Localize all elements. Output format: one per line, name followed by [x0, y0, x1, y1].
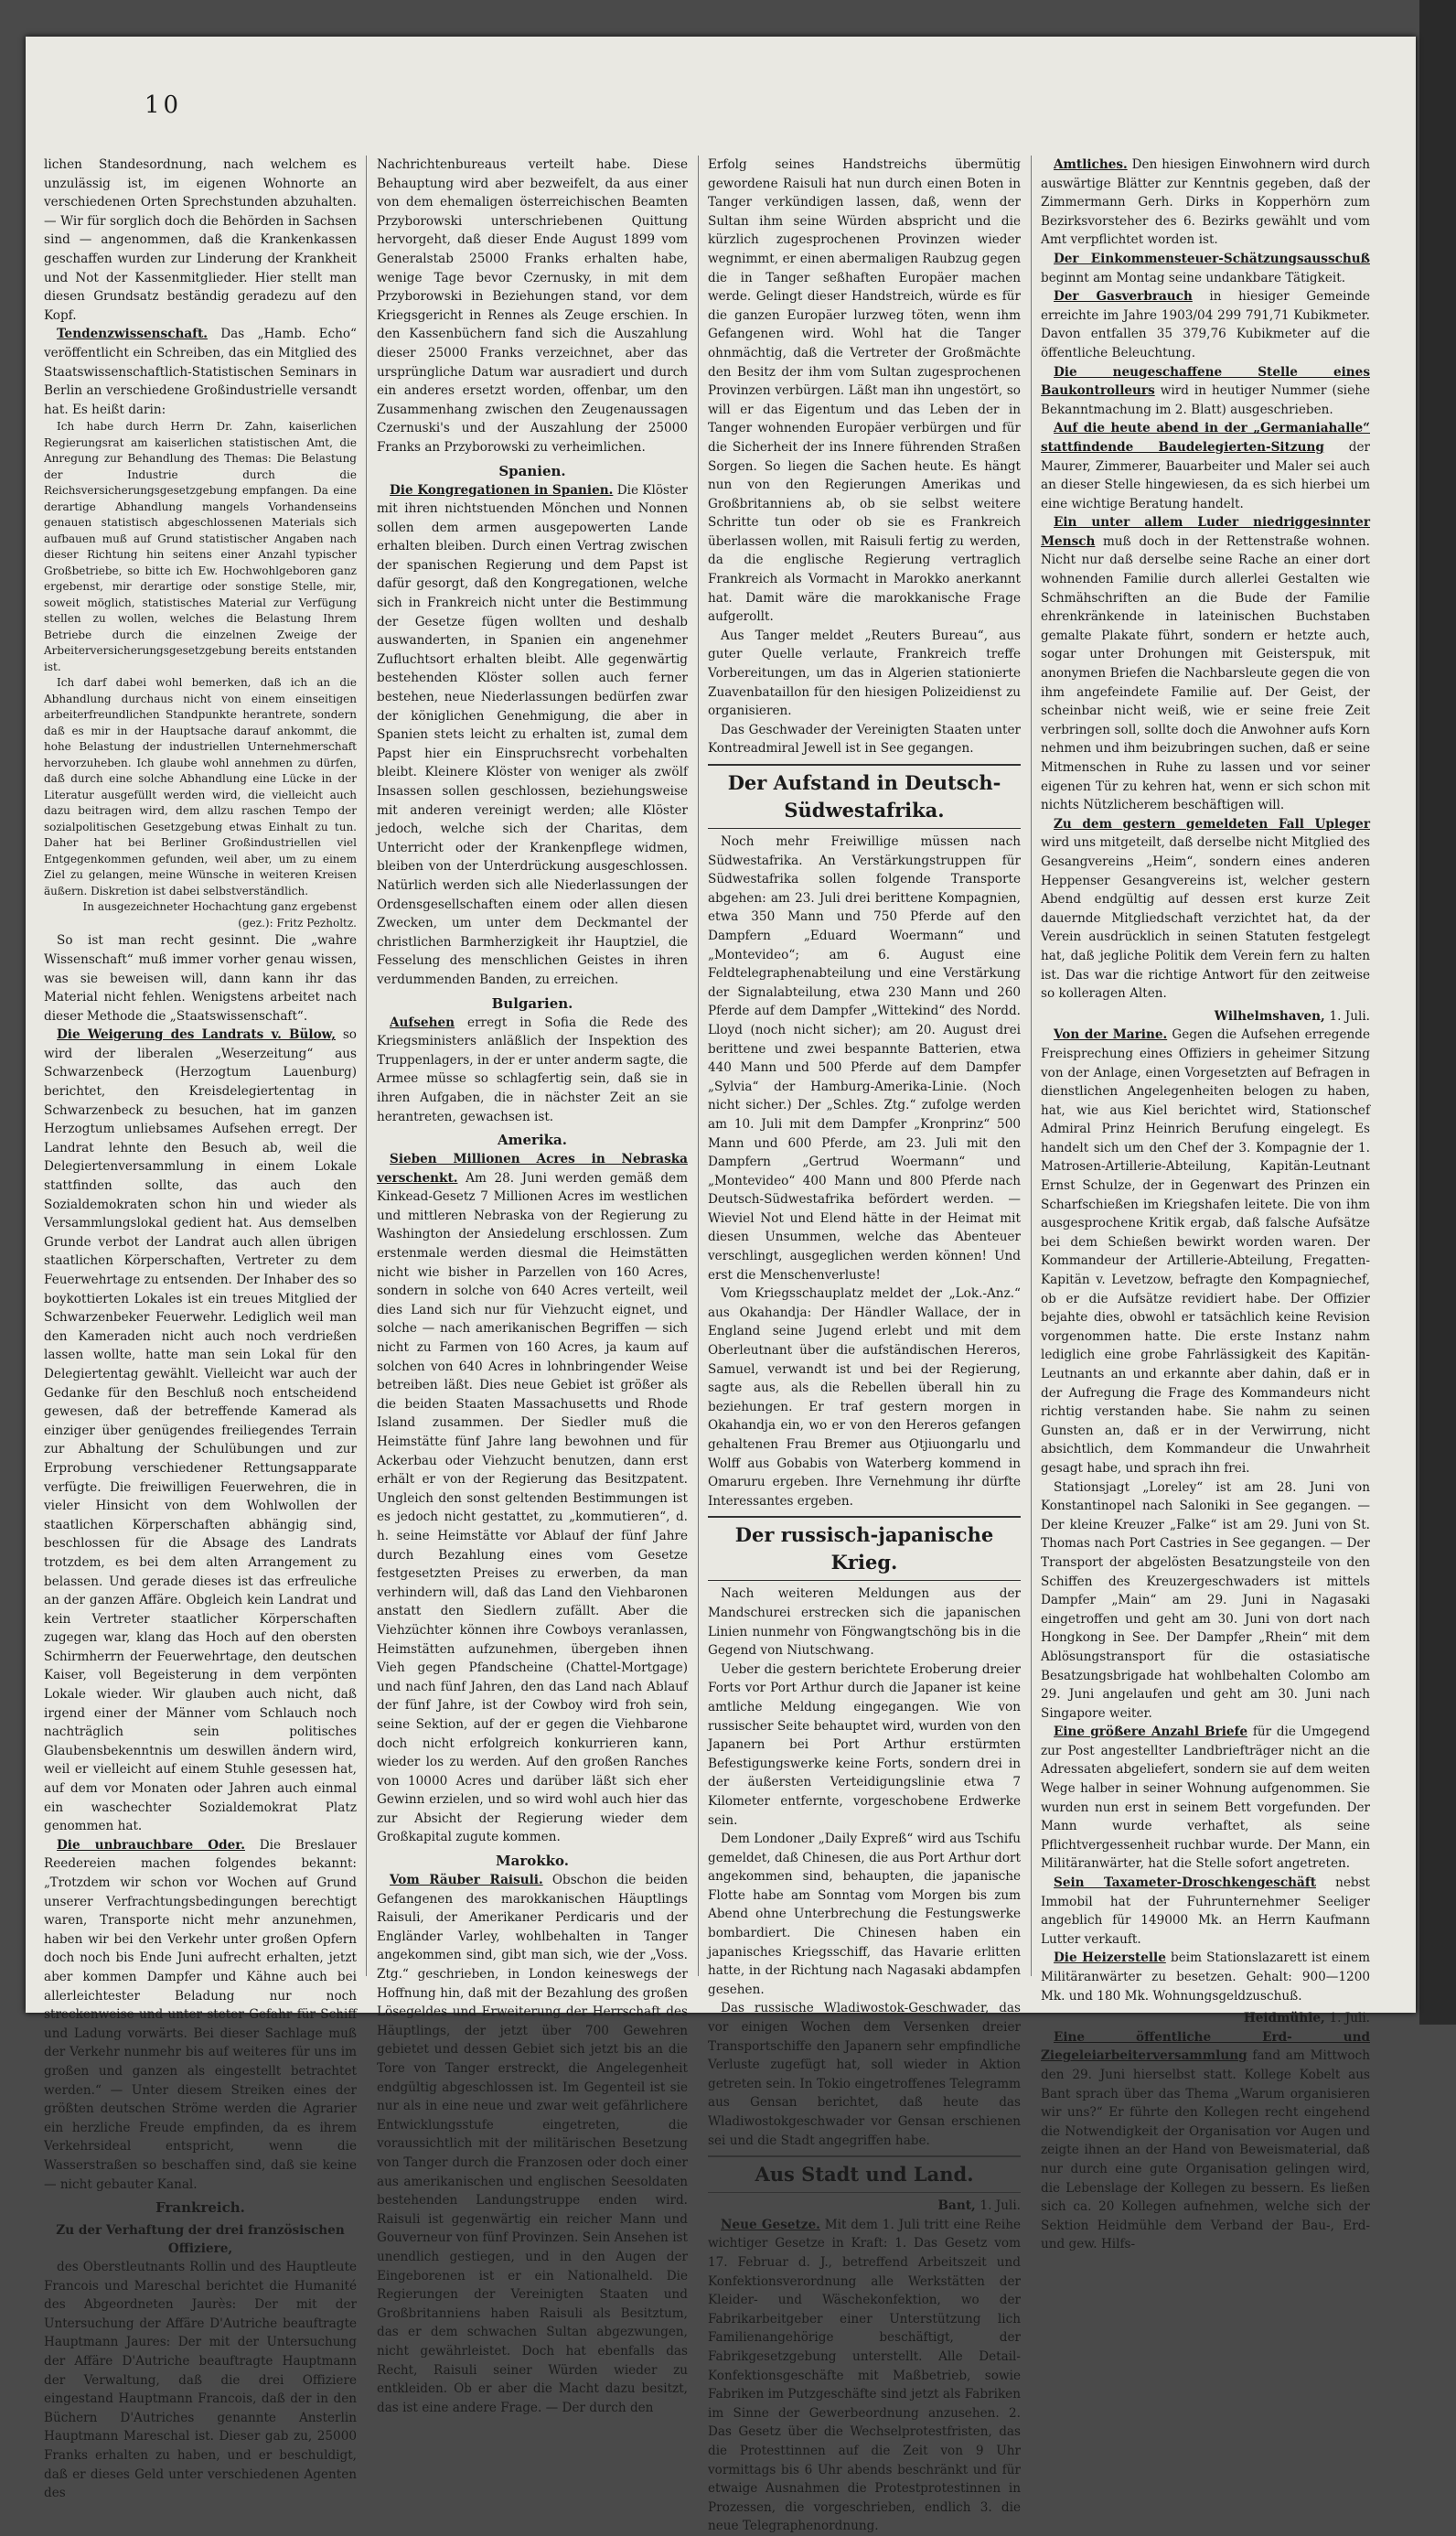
dateline-date: 1. Juli.	[1329, 1008, 1370, 1024]
dateline-date: 1. Juli.	[1329, 2011, 1370, 2026]
article-keyword: Eine größere Anzahl Briefe	[1054, 1725, 1248, 1740]
section-heading: Marokko.	[496, 1853, 569, 1870]
article-text: wird in heutiger Nummer (siehe Bekanntmachung im 2. Blatt) ausgeschrieben.	[1041, 383, 1370, 417]
article-keyword: Der Gasverbrauch	[1054, 289, 1193, 305]
article-paragraph	[1041, 1949, 1370, 2005]
letter-closing: In ausgezeichneter Hochachtung ganz ergebenst	[82, 900, 357, 914]
article-paragraph	[44, 1026, 357, 1836]
article-text: Obschon die beiden Gefangenen des marokkanischen Häuptlings Raisuli, der Amerikaner Perdicaris und der Engländer Varley, wohlbehalten in Tanger angekommen sind, gibt man sich, wie der „Voss. Ztg.“ geschrieben, in London keineswegs der Hoffnung hin, daß mit der Bezahlung des großen Lösegeldes und Erweiterung der Herrschaft des Häuptlings, der jetzt über 700 Gewehren gebietet und dessen Gebiet sich jetzt bis an die Tore von Tanger erstreckt, die Angelegenheit endgültig abgeschlossen ist. Im Gegenteil ist sie nur als in eine neue und zwar weit gefährlichere Entwicklungsstufe eingetreten, die voraussichtlich mit der militärischen Besetzung von Tanger durch die Franzosen oder doch einer aus amerikanischen und englischen Seesoldaten bestehenden Landungstruppe enden wird. Raisuli ist gegenwärtig ein reicher Mann und Gouverneur von fünf Provinzen. Sein Ansehen ist unendlich gestiegen, und in den Augen der Eingeborenen ist er ein Nationalheld. Die Regierungen der Vereinigten Staaten und Großbritanniens haben Raisuli als Besitztum, das er dem schwachen Sultan abgezwungen, nicht gewährleistet. Doch hat ebenfalls das Recht, Raisuli seiner Würden wieder zu entkleiden. Ob er aber die Macht dazu besitzt, das ist eine andere Frage. — Der durch den	[377, 1873, 688, 2415]
article-text: Die Breslauer Reedereien machen folgendes bekannt: „Trotzdem wir schon vor Wochen auf Grund unserer Verfrachtungsbedingungen berechtigt waren, Transporte nicht mehr anzunehmen, haben wir bei den Verkehr unter großen Opfern doch noch bis Ende Juni aufrecht erhalten, jetzt aber kommen Dampfer und Kähne auch bei allerleichtester Beladung nur noch streckenweise und unter steter Gefahr für Schiff und Ladung vorwärts. Bei dieser Sachlage muß der Verkehr nunmehr bis auf weiteres für uns im großen und ganzen als eingestellt betrachtet werden.“ — Unter diesem Streiken eines der größten deutschen Ströme werden die Agrarier ein herzliche Freude empfinden, da es ihrem Verkehrsideal entspricht, wenn die Wasserstraßen so beschaffen sind, daß sie keine — nicht gebauter Kanal.	[44, 1837, 357, 2192]
article-keyword: Vom Räuber Raisuli.	[390, 1873, 543, 1888]
dateline-date: 1. Juli.	[980, 2198, 1021, 2214]
column-4	[1041, 156, 1371, 2252]
column-rule	[698, 156, 699, 1976]
article-paragraph	[1041, 156, 1370, 250]
article-paragraph: Erfolg seines Handstreichs übermütig gewordene Raisuli hat nun durch einen Boten in Tanger verkündigen lassen, daß, wenn der Sultan ihm seine Würden abspricht und die kürzlich zugesprochenen Provinzen wieder wegnimmt, er einen abermaligen Raubzug gegen die in Tanger seßhaften Europäer machen werde. Gelingt dieser Handstreich, würde es für die ganzen Europäer lurzweg töten, wenn ihm Gefangenen wird. Wohl hat die Tanger ohnmächtig, daß die Vertreter der Großmächte den Besitz der ihm vom Sultan zugesprochenen Provinzen verbürgen. Läßt man ihn ungestört, so will er das Eigentum und das Leben der in Tanger wohnenden Europäer verbürgen und für die Sicherheit der ins Innere führenden Straßen Sorgen. So liegen die Sachen heute. Es hängt nun von den Regierungen Amerikas und Großbritanniens ab, ob sie selbst weitere Schritte tun oder ob sie es Frankreich überlassen wollen, mit Raisuli fertig zu werden, da die englische Regierung vertraglich Frankreich als Vormacht in Marokko anerkannt hat. Damit wäre die marokkanische Frage aufgerollt.	[708, 157, 1021, 625]
article-text: Mit dem 1. Juli tritt eine Reihe wichtiger Gesetze in Kraft: 1. Das Gesetz vom 17. Februar d. J., betreffend Arbeitszeit und Konfektionsverordnung alle Werkstätten der Kleider- und Wäschekonfektion, wo der Fabrikarbeitgeber einer Unterstützung lich Familienangehörige beschäftigt, der Fabrikgesetzgebung unterstellt. Alle Detail-Konfektionsgeschäfte mit Maßbetrieb, sowie Fabriken im Putzgeschäfte sind jetzt als Fabriken im Sinne der Gewerbeordnung anzusehen. 2. Das Gesetz über die Wechselprotestfristen, das die Protesttinnen auf die Zeit von 9 Uhr vormittags bis 6 Uhr abends beschränkt und für etwaige Ausnahmen die Protestprotestinnen in Prozessen, die vorgeschrieben, endlich 3. die neue Telegraphenordnung.	[708, 2217, 1021, 2534]
article-paragraph	[44, 1836, 357, 2194]
article-paragraph: Das Geschwader der Vereinigten Staaten unter Kontreadmiral Jewell ist in See gegangen.	[708, 722, 1021, 757]
article-keyword: Aufsehen	[390, 1015, 455, 1030]
article-text: muß doch in der Rettenstraße wohnen. Nicht nur daß derselbe seine Rache an einer dort wohnenden Familie durch allerlei Gestalten wie Schmähschriften an die Bude der Familie ehrenkränkende in lateinischen Buchstaben gemalte Plakate führt, sondern er hetzte auch, sogar unter Drohungen mit Geisterspuk, mit anonymen Briefen die Nachbarsleute gegen die von ihm angefeindete Familie auf. Der Geist, der scheinbar nicht weiß, wie er seine freie Zeit verbringen soll, sollte doch die Anwohner aufs Korn nehmen und ihm beizubringen suchen, daß er seine Mitmenschen in Ruhe zu lassen und vor seiner eigenen Tür zu kehren hat, wenn er sich schon mit nichts Nützlicherem beschäftigen will.	[1041, 533, 1370, 813]
article-keyword: Eine öffentliche Erd- und Ziegeleiarbeiterversammlung	[1041, 2029, 1370, 2064]
article-paragraph: Stationsjagt „Loreley“ ist am 28. Juni von Konstantinopel nach Saloniki in See gegangen. — Der kleine Kreuzer „Falke“ ist am 29. Juni von St. Thomas nach Port Castries in See gegangen. — Der Transport der abgelösten Besatzungsteile von den Schiffen des Kreuzergeschwaders ist mittels Dampfer „Main“ am 29. Juni in Nagasaki eingetroffen und geht am 30. Juni von dort nach Hongkong in See. Der Dampfer „Rhein“ mit dem Ablösungstransport für die ostasiatische Besatzungsbrigade hat wohlbehalten Colombo am 29. Juni angelaufen und geht am 30. Juni nach Singapore weiter.	[1041, 1479, 1370, 1721]
article-paragraph: So ist man recht gesinnt. Die „wahre Wissenschaft“ muß immer vorher genau wissen, was sie beweisen will, dann kann ihr das Material nicht fehlen. Wenigstens arbeitet nach dieser Methode die „Staatswissenschaft“.	[44, 933, 357, 1024]
article-keyword: Die Weigerung des Landrats v. Bülow,	[57, 1027, 336, 1043]
section-heading: Bulgarien.	[491, 994, 573, 1012]
column-rule	[366, 156, 367, 1976]
article-paragraph	[1041, 287, 1370, 362]
section-headline-stadt: Aus Stadt und Land.	[708, 2155, 1021, 2193]
section-heading: Frankreich.	[155, 2199, 245, 2217]
article-paragraph	[1041, 419, 1370, 513]
article-keyword: Tendenzwissenschaft.	[57, 327, 209, 342]
article-paragraph: Das russische Wladiwostok-Geschwader, das vor einigen Wochen dem Versenken dreier Transportschiffe den Japanern sehr empfindliche Verluste zugefügt hat, soll wieder in Aktion getreten sein. In Tokio eingetroffenes Telegramm aus Gensan berichtet, daß heute das Wladiwostokgeschwader vor Gensan erschienen sei und die Stadt angegriffen habe.	[708, 2001, 1021, 2148]
article-paragraph: Ueber die gestern berichtete Eroberung dreier Forts vor Port Arthur durch die Japaner ist keine amtliche Meldung eingegangen. Wie von russischer Seite behauptet wird, wurden von den Japanern bei Port Arthur erstürmten Befestigungswerke keine Forts, sondern drei in der äußersten Verteidigungslinie etwa 7 Kilometer entfernte, vorgeschobene Erdwerke sein.	[708, 1661, 1021, 1828]
article-keyword: Sieben Millionen Acres in Nebraska verschenkt.	[377, 1152, 688, 1186]
article-text: wird uns mitgeteilt, daß derselbe nicht Mitglied des Gesangvereins „Heim“, sondern eines anderen Heppenser Gesangvereins ist, welcher gestern Abend endgültig auf dessen erst kurze Zeit dauernde Mitgliedschaft verzichtet hat, da der Verein ausdrücklich in seinen Statuten festgelegt hat, daß jegliche Politik dem Verein fern zu halten ist. Das war die richtige Antwort für den zeitweise so kolleragen Alten.	[1041, 835, 1370, 1002]
article-text: nebst Immobil hat der Fuhrunternehmer Seeliger angeblich für 149000 Mk. an Herrn Kaufmann Lutter verkauft.	[1041, 1875, 1371, 1947]
article-text: Am 28. Juni werden gemäß dem Kinkead-Gesetz 7 Millionen Acres im westlichen und mittleren Nebraska von der Regierung zu Washington der Ansiedelung erschlossen. Zum erstenmale werden diesmal die Heimstätten nicht wie bisher in Parzellen von 160 Acres, sondern in solche von 640 Acres verteilt, weil dies Land sich nur für Viehzucht eignet, und solche — nach amerikanischen Begriffen — sich nicht zu Farmen von 160 Acres, ja kaum auf solchen von 640 Acres in lohnbringender Weise betreiben läßt. Dies neue Gebiet ist größer als die beiden Staaten Massachusetts und Rhode Island zusammen. Der Siedler muß die Heimstätte fünf Jahre lang bewohnen und für Ackerbau oder Viehzucht benutzen, dann erst erhält er von der Regierung das Besitzpatent. Ungleich den sonst geltenden Bestimmungen ist es jedoch nicht gestattet, zu „kommutieren“, d. h. seine Heimstätte vor Ablauf der fünf Jahre durch Bezahlung eines vom Gesetze festgesetzten Preises zu erwerben, da man verhindern will, daß das Land den Viehbaronen anstatt den Siedlern zufällt. Aber die Viehzüchter können ihre Cowboys veranlassen, Heimstätten aufzunehmen, übergeben ihnen Vieh gegen Pfandscheine (Chattel-Mortgage) und nach fünf Jahren, den das Land nach Ablauf der fünf Jahre, ist der Cowboy wird froh sein, seine Sektion, auf der er gegen die Viehbarone doch nicht erfolgreich konkurrieren kann, wieder los zu werden. Auf den großen Ranches von 10000 Acres und darüber läßt sich eher Gewinn erzielen, und so wird wohl auch hier das zur Absicht der Regierung wieder dem Großkapital zugute kommen.	[377, 1170, 688, 1845]
article-paragraph	[1041, 250, 1370, 287]
article-paragraph	[1041, 815, 1370, 1004]
article-keyword: Die Kongregationen in Spanien.	[390, 482, 614, 498]
article-paragraph: Vom Kriegsschauplatz meldet der „Lok.-Anz.“ aus Okahandja: Der Händler Wallace, der in England seine Jugend erlebt und mit dem Oberleutnant über die aufständischen Hereros, Samuel, verwandt ist und bei der Regierung, sagte aus, als die Rebellen überall hin zu beziehungen. Er traf gestern morgen in Okahandja ein, wo er von den Hereros gefangen gehaltenen Frau Bremer aus Otjiuongarlu und Wolff aus Gobabis von Waterberg kommend in Omaruru ergeben. Ihre Vernehmung ihr dürfte Interessantes ergeben.	[708, 1286, 1021, 1509]
article-keyword: Der Einkommensteuer-Schätzungsausschuß	[1054, 251, 1370, 266]
article-keyword: Die Heizerstelle	[1054, 1950, 1166, 1966]
article-paragraph	[377, 1150, 688, 1847]
newspaper-page	[26, 37, 1416, 2534]
article-paragraph: Dem Londoner „Daily Expreß“ wird aus Tschifu gemeldet, daß Chinesen, die aus Port Arthur dort angekommen sind, behaupten, die japanische Flotte habe am Sonntag vom Morgen bis zum Abend ohne Unterbrechung die Festungswerke bombardiert. Die Chinesen haben ein japanisches Kriegsschiff, das Havarie erlitten hatte, in der Richtung nach Nagasaki abdampfen gesehen.	[708, 1832, 1021, 1997]
page-number: 10	[145, 91, 183, 119]
article-text: erregt in Sofia die Rede des Kriegsministers anläßlich der Inspektion des Truppenlagers, in der er unter anderm sagte, die Armee müsse so schlagfertig sein, daß sie in ihren Aufgaben, die in nächster Zeit an sie herantreten, gewachsen ist.	[377, 1015, 688, 1124]
article-text: in hiesiger Gemeinde erreichte im Jahre 1903/04 299 791,71 Kubikmeter. Davon entfallen 35 379,76 Kubikmeter auf die öffentliche Beleuchtung.	[1041, 289, 1370, 360]
article-text: der Maurer, Zimmerer, Bauarbeiter und Maler sei auch an dieser Stelle hingewiesen, da es sich hierbei um eine wichtige Beratung handelt.	[1041, 439, 1370, 511]
article-paragraph: Nachrichtenbureaus verteilt habe. Diese Behauptung wird aber bezweifelt, da aus einer von dem ehemaligen österreichischen Beamten Przyborowski unterschriebenen Quittung hervorgeht, daß dieser Ende August 1899 vom Generalstab 25000 Franks erhalten habe, wenige Tage bevor Czernusky, in mit dem Przyborowski in Beziehungen stand, vor dem Kriegsgericht in Rennes als Zeuge erschien. In den Kassenbüchern fand sich die Auszahlung dieser 25000 Franks verzeichnet, aber das ursprüngliche Datum war ausradiert und durch ein anderes ersetzt worden, offenbar, um den Zusammenhang zwischen den Zeugenaussagen Czernuski's und der Auszahlung der 25000 Franks an Przyborowski zu verheimlichen.	[377, 157, 688, 455]
article-paragraph	[377, 1871, 688, 2417]
article-keyword: Die unbrauchbare Oder.	[57, 1837, 245, 1853]
article-headline: Zu der Verhaftung der drei französischen Offiziere,	[56, 2223, 345, 2257]
dateline	[1041, 2009, 1370, 2028]
section-headline-krieg: Der russisch-japanische Krieg.	[708, 1516, 1021, 1581]
dateline-place: Wilhelmshaven,	[1214, 1008, 1325, 1024]
article-keyword: Amtliches.	[1054, 157, 1128, 172]
article-paragraph	[708, 2216, 1021, 2536]
article-paragraph	[377, 1014, 688, 1127]
dateline	[708, 2197, 1021, 2216]
dateline-place: Bant,	[937, 2198, 976, 2214]
dateline-place: Heidmühle,	[1243, 2011, 1325, 2026]
column-2	[377, 156, 688, 2415]
article-text: beginnt am Montag seine undankbare Tätigkeit.	[1041, 270, 1346, 285]
column-3	[708, 156, 1021, 2534]
article-text: Den hiesigen Einwohnern wird durch auswärtige Blätter zur Kenntnis gegeben, daß der Zimmermann Gerh. Dirks in Kopperhörn zum Bezirksvorsteher des 6. Bezirks gewählt und vom Amt verpflichtet worden ist.	[1041, 157, 1370, 248]
column-rule	[1031, 156, 1032, 1976]
article-paragraph	[1041, 1874, 1370, 1949]
article-paragraph	[1041, 1723, 1370, 1874]
section-heading: Amerika.	[498, 1132, 567, 1149]
article-paragraph: Nach weiteren Meldungen aus der Mandschurei erstrecken sich die japanischen Linien nunmehr von Föngwangtschöng bis in die Gegend von Niutschwang.	[708, 1586, 1021, 1659]
scan-border	[1419, 0, 1456, 2025]
article-keyword: Zu dem gestern gemeldeten Fall Upleger	[1054, 816, 1370, 832]
dateline	[1041, 1007, 1370, 1026]
article-text: beim Stationslazarett ist einem Militäranwärter zu besetzen. Gehalt: 900—1200 Mk. und 180 Mk. Wohnungsgeldzuschuß.	[1041, 1950, 1370, 2004]
article-keyword: Die neugeschaffene Stelle eines Baukontrolleurs	[1041, 364, 1370, 399]
article-text: für die Umgegend zur Post angestellter Landbriefträger nicht an die Adressaten abgeliefert, sondern sie auf dem weiten Wege halber in seiner Wohnung aufgenommen. Sie wurden nun erst in seinem Bett vorgefunden. Der Mann wurde verhaftet, als seine Pflichtvergessenheit ruchbar wurde. Der Mann, ein Militäranwärter, hat die Stelle sofort angetreten.	[1041, 1725, 1370, 1872]
article-paragraph	[1041, 1026, 1370, 1478]
section-headline-aufstand: Der Aufstand in Deutsch-Südwestafrika.	[708, 764, 1021, 829]
article-keyword: Auf die heute abend in der „Germaniahalle“ stattfindende Baudelegierten-Sitzung	[1041, 421, 1370, 455]
article-text: so wird der liberalen „Weserzeitung“ aus Schwarzenbeck (Herzogtum Lauenburg) berichtet, den Kreisdelegiertentag in Schwarzenbeck zu besuchen, hat im ganzen Herzogtum unliebsames Aufsehen erregt. Der Landrat lehnte den Besuch ab, weil die Delegiertenversammlung in einem Lokale stattfinden sollte, das auch den Sozialdemokraten schon hin und wieder als Versammlungslokal gedient hat. Aus demselben Grunde verbot der Landrat auch allen übrigen staatlichen Körperschaften, Vertreter zu dem Feuerwehrtage zu entsenden. Der Inhaber des so boykottierten Lokales ist ein treues Mitglied der Schwarzenbeker Feuerwehr. Lediglich weil man den Kameraden nicht auch noch verdrießen lassen wollte, hatte man sein Lokal für den Delegiertentag gewählt. Vielleicht war auch der Gedanke für den Beschluß noch entscheidend gewesen, daß der betreffende Kamerad als einziger über genügendes freiliegendes Terrain zur Abhaltung der Schulübungen und zur Erprobung verschiedener Rettungsapparate verfügte. Die freiwilligen Feuerwehren, die in vieler Hinsicht von dem Wohlwollen der staatlichen Körperschaften abhängig sind, beschlossen für die Absage des Landrats trotzdem, es bei dem alten Arrangement zu belassen. Und gerade dieses ist das erfreuliche an der ganzen Affäre. Obgleich kein Landrat und kein Vertreter staatlicher Körperschaften zugegen war, klang das Hoch auf den obersten Schirmherrn der Feuerwehrtage, den deutschen Kaiser, voll Begeisterung in dem verpönten Lokale wieder. Wir glauben auch nicht, daß irgend einer der Männer vom Schlauch noch nachträglich sein politisches Glaubensbekenntnis um deswillen ändern wird, weil er vielleicht auf einem Stuhle gesessen hat, auf dem vor Monaten oder Jahren auch einmal ein waschechter Sozialdemokrat Platz genommen hat.	[44, 1027, 357, 1834]
quoted-letter: Ich habe durch Herrn Dr. Zahn, kaiserlichen Regierungsrat am kaiserlichen statistischen Amt, die Anregung zur Behandlung des Themas: Die Belastung der Industrie durch die Reichsversicherungsgesetzgebung empfangen. Da eine derartige Abhandlung mangels Vorhandenseins genauen statistisch abgeschlossenen Materials sich aufbauen muß auf Grund statistischer Angaben nach dieser Richtung hin seitens einer Anzahl typischer Großbetriebe, so bitte ich Ew. Hochwohlgeboren ganz ergebenst, mir derartige oder sonstige Stelle, mir, soweit möglich, statistisches Material zur Verfügung stellen zu wollen, welches die Belastung Ihrem Betriebe durch die einzelnen Zweige der Arbeiterversicherungsgesetzgebung bereits entstanden ist.	[44, 420, 357, 673]
article-paragraph	[44, 325, 357, 419]
article-text: Die Klöster mit ihren nichtstuenden Mönchen und Nonnen sollen dem armen ausgepowerten Lande erhalten bleiben. Durch einen Vertrag zwischen der spanischen Regierung und dem Papst ist dafür gesorgt, daß den Kongregationen, welche sich in Frankreich nicht unter die Bestimmung der Gesetze fügen wollten und deshalb auswanderten, in Spanien ein angenehmer Zufluchtsort erhalten bleibt. Alle gegenwärtig bestehenden Klöster sollen auch ferner bestehen, neue Niederlassungen bedürfen zwar der königlichen Genehmigung, die aber in Spanien stets leicht zu erhalten ist, zumal dem Papst hier ein Einspruchsrecht vorbehalten bleibt. Kleinere Klöster von weniger als zwölf Insassen sollen geschlossen, beziehungsweise mit anderen vereinigt werden; alle Klöster jedoch, welche sich der Charitas, dem Unterricht oder der Krankenpflege widmen, bleiben von der Unterdrückung ausgeschlossen. Natürlich werden sich alle Niederlassungen der Ordensgesellschaften einem oder allen diesen Zwecken, um unter dem Deckmantel der christlichen Barmherzigkeit ihr Hauptziel, die Fesselung des menschlichen Geistes in ihren verdummenden Banden, zu erreichen.	[377, 482, 688, 987]
article-paragraph: des Oberstleutnants Rollin und des Hauptleute Francois und Mareschal berichtet die Humanité des Abgeordneten Jaurès: Der mit der Untersuchung der Affäre D'Autriche beauftragte Hauptmann Jaures: Der mit der Untersuchung der Affäre D'Autriche beauftragte Hauptmann der Verwaltung, daß die drei Offiziere eingestand Hauptmann Francois, daß der in den Büchern D'Autriches genannte Ansterlin Hauptmann Mareschal ist. Dieser gab zu, 25000 Franks erhalten zu haben, und er beschuldigt, daß er dieses Geld unter verschiedenen Agenten des	[44, 2260, 357, 2501]
article-paragraph	[1041, 363, 1370, 420]
letter-signature: (gez.): Fritz Pezholtz.	[238, 916, 357, 930]
article-paragraph	[1041, 2028, 1370, 2254]
article-text: fand am Mittwoch den 29. Juni hierselbst statt. Kollege Kobelt aus Bant sprach über das Thema „Warum organisieren wir uns?“ Er führte den Kollegen recht eingehend die Notwendigkeit der Organisation vor Augen und zeigte ihnen an der Hand von Beweismaterial, daß nur durch eine gute Organisation gelingen wird, die Lebenslage der Kollegen zu bessern. Es ließen sich ca. 20 Kollegen aufnehmen, welche sich der Sektion Heidmühle dem Verband der Bau-, Erd- und gew. Hilfs-	[1041, 2048, 1370, 2252]
article-paragraph	[1041, 513, 1370, 815]
quoted-letter: Ich darf dabei wohl bemerken, daß ich an die Abhandlung durchaus nicht von einem einseitigen arbeiterfreundlichen Standpunkte herantrete, sondern daß es mir in der Hauptsache darauf ankommt, die hohe Belastung der industriellen Unternehmerschaft hervorzuheben. Ich glaube wohl annehmen zu dürfen, daß durch eine solche Abhandlung eine Lücke in der Literatur ausgefüllt werden wird, die vielleicht auch dazu beitragen wird, dem allzu raschen Tempo der sozialpolitischen Gesetzgebung etwas Einhalt zu tun. Daher hat bei Berliner Großindustriellen viel Entgegenkommen gefunden, weil aber, um zu einem Ziel zu gelangen, meine Wünsche in weiteren Kreisen äußern. Diskretion ist dabei selbstverständlich.	[44, 676, 357, 897]
article-keyword: Neue Gesetze.	[721, 2217, 820, 2232]
article-paragraph	[377, 481, 688, 990]
article-text: Gegen die Aufsehen erregende Freisprechung eines Offiziers in geheimer Sitzung von der Anlage, einen Vorgesetzten auf Befragen in dienstlichen Angelegenheiten belogen zu haben, hat, wie aus Kiel berichtet wird, Stationschef Admiral Prinz Heinrich Berufung eingelegt. Es handelt sich um den Chef der 3. Kompagnie der 1. Matrosen-Artillerie-Abteilung, Kapitän-Leutnant Ernst Schulze, der in Gegenwart des Prinzen ein Scharfschießen im Kriegshafen leitete. Die von ihm ausgesprochene Kritik ergab, daß falsche Aufsätze bei dem Schießen bewirkt worden waren. Der Kommandeur der Artillerie-Abteilung, Fregatten-Kapitän v. Levetzow, befragte den Kompagniechef, ob er die Aufsätze revidiert habe. Der Offizier bejahte dies, obwohl er tatsächlich keine Revision vorgenommen hatte. Die erste Instanz nahm lediglich eine grobe Fahrlässigkeit des Kapitän-Leutnants an und erkannte aber dahin, daß er in der Aufregung die Frage des Kommandeurs nicht richtig verstanden habe. Sie nahm zu seinen Gunsten an, daß er in der Verwirrung, nicht absichtlich, dem Kommandeur die Unwahrheit gesagt habe, und sprach ihn frei.	[1041, 1027, 1370, 1476]
article-paragraph: Noch mehr Freiwillige müssen nach Südwestafrika. An Verstärkungstruppen für Südwestafrika sollen folgende Transporte abgehen: am 23. Juli drei berittene Kompagnien, etwa 350 Mann und 750 Pferde auf den Dampfern „Eduard Woermann“ und „Montevideo“; am 6. August eine Feldtelegraphenabteilung und eine Verstärkung der Signalabteilung, etwa 230 Mann und 260 Pferde auf dem Dampfer „Wittekind“ des Nordd. Lloyd (noch nicht sicher); am 20. August drei berittene und zwei bespannte Batterien, etwa 440 Mann und 500 Pferde auf dem Dampfer „Sylvia“ der Hamburg-Amerika-Linie. (Noch nicht sicher.) Der „Schles. Ztg.“ zufolge werden am 10. Juli mit dem Dampfer „Kronprinz“ 500 Mann und 600 Pferde, am 23. Juli mit den Dampfern „Gertrud Woermann“ und „Montevideo“ 400 Mann und 800 Pferde nach Deutsch-Südwestafrika befördert werden. — Wieviel Not und Elend hätte in der Heimat mit diesen Unsummen, welche das Abenteuer verschlingt, ausgeglichen werden können! Und erst die Menschenverluste!	[708, 834, 1021, 1283]
article-keyword: Ein unter allem Luder niedriggesinnter Mensch	[1041, 515, 1370, 549]
article-keyword: Von der Marine.	[1054, 1027, 1168, 1043]
column-1	[44, 156, 357, 2501]
article-paragraph: lichen Standesordnung, nach welchem es unzulässig ist, im eigenen Wohnorte an verschiedenen Orten Sprechstunden abzuhalten. — Wir für sorglich doch die Behörden in Sachsen sind — angenommen, daß die Krankenkassen geschaffen wurden zur Linderung der Krankheit und Not der Kassenmitglieder. Hier stellt man diesen Grundsatz beständig geradezu auf den Kopf.	[44, 157, 357, 323]
article-text: Das „Hamb. Echo“ veröffentlicht ein Schreiben, das ein Mitglied des Staatswissenschaftlich-Statistischen Seminars in Berlin an verschiedene Großindustrielle versandt hat. Es heißt darin:	[44, 327, 357, 417]
article-paragraph: Aus Tanger meldet „Reuters Bureau“, aus guter Quelle verlaute, Frankreich treffe Vorbereitungen, um das in Algerien stationierte Zuavenbataillon für den hiesigen Polizeidienst zu organisieren.	[708, 628, 1021, 719]
article-keyword: Sein Taxameter-Droschkengeschäft	[1054, 1875, 1316, 1891]
section-heading: Spanien.	[498, 462, 566, 479]
